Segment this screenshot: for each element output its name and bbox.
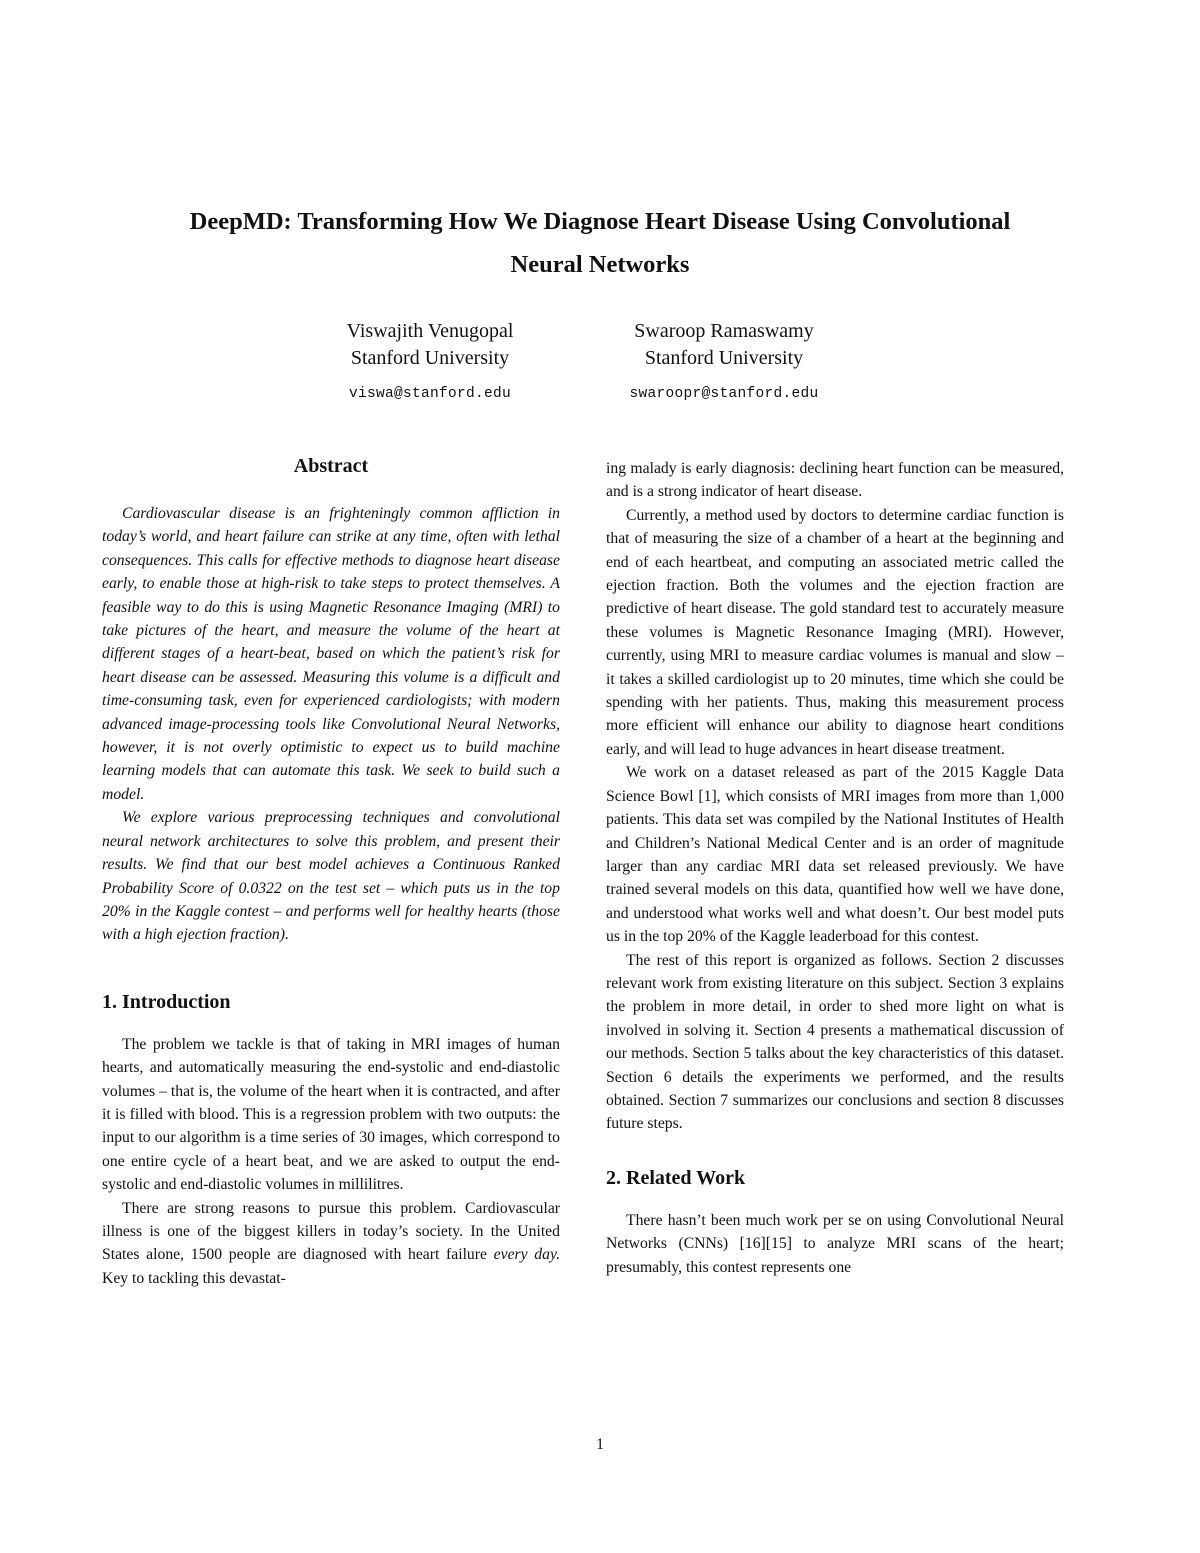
intro-paragraph-4: We work on a dataset released as part of the 2015 Kaggle Data Science Bowl [1], which consists of MRI images from more than 1,000 patients. This data set was compiled by the National Institutes of Health and Children’s National Medical Center and is an order of magnitude larger than any cardiac MRI data set released previously. We have trained several models on this data, quantified how well we have done, and understood what works well and what doesn’t. Our best model puts us in the top 20% of the Kaggle leaderboad for this contest. <box>606 764 1064 946</box>
paper-title-line-1: DeepMD: Transforming How We Diagnose Heart Disease Using Convolutional <box>189 208 1011 235</box>
intro-paragraph-1: The problem we tackle is that of taking in MRI images of human hearts, and automatically measuring the end-systolic and end-diastolic volumes – that is, the volume of the heart when it is contracted, and after it is filled with blood. This is a regression problem with two outputs: the input to our algorithm is a time series of 30 images, which correspond to one entire cycle of a heart beat, and we are asked to output the end-systolic and end-diastolic volumes in millilitres. <box>102 1035 560 1194</box>
author-name: Viswajith Venugopal <box>346 320 514 342</box>
related-work-heading: 2. Related Work <box>606 1166 746 1189</box>
right-column <box>606 457 1064 1279</box>
page-number: 1 <box>596 1436 604 1453</box>
author-email: swaroopr@stanford.edu <box>629 386 819 402</box>
author-affiliation: Stanford University <box>644 347 804 369</box>
abstract-paragraph-2: We explore various preprocessing techniques and convolutional neural network architectures to solve this problem, and present their results. We find that our best model achieves a Continuous Ranked Probability Score of 0.0322 on the test set – which puts us in the top 20% in the Kaggle contest – and performs well for healthy hearts (those with a high ejection fraction). <box>102 809 560 944</box>
related-work-paragraph-1: There hasn’t been much work per se on using Convolutional Neural Networks (CNNs) [16][15] to analyze MRI scans of the heart; presumably, this contest represents one <box>606 1211 1064 1276</box>
author-block-1 <box>270 318 590 408</box>
intro-paragraph-2: There are strong reasons to pursue this problem. Cardiovascular illness is one of the biggest killers in today’s society. In the United States alone, 1500 people are diagnosed with heart failure every day. Key to tackling this devastat- <box>102 1199 560 1287</box>
intro-paragraph-2-continued: ing malady is early diagnosis: declining heart function can be measured, and is a strong indicator of heart disease. <box>606 460 1064 501</box>
left-column <box>102 450 560 1290</box>
abstract-paragraph-1: Cardiovascular disease is an frighteningly common affliction in today’s world, and heart failure can strike at any time, often with lethal consequences. This calls for effective methods to diagnose heart disease early, to enable those at high-risk to take steps to protect themselves. A feasible way to do this is using Magnetic Resonance Imaging (MRI) to take pictures of the heart, and measure the volume of the heart at different stages of a heart-beat, based on which the patient’s risk for heart disease can be assessed. Measuring this volume is a difficult and time-consuming task, even for experienced cardiologists; with modern advanced image-processing tools like Convolutional Neural Networks, however, it is not overly optimistic to expect us to build machine learning models that can automate this task. We seek to build such a model. <box>102 505 560 803</box>
author-email: viswa@stanford.edu <box>348 386 512 402</box>
author-block-2 <box>564 318 884 408</box>
paper-title <box>90 200 1110 286</box>
intro-paragraph-3: Currently, a method used by doctors to determine cardiac function is that of measuring the size of a chamber of a heart at the beginning and end of each heartbeat, and computing an associated metric called the ejection fraction. Both the volumes and the ejection fraction are predictive of heart disease. The gold standard test to accurately measure these volumes is Magnetic Resonance Imaging (MRI). However, currently, using MRI to measure cardiac volumes is manual and slow – it takes a skilled cardiologist up to 20 minutes, time which she could be spending with her patients. Thus, making this measurement process more efficient will enhance our ability to diagnose heart conditions early, and will lead to huge advances in heart disease treatment. <box>606 506 1064 758</box>
emphasis: every day. <box>493 1246 560 1264</box>
abstract-heading: Abstract <box>293 455 369 477</box>
author-affiliation: Stanford University <box>350 347 510 369</box>
intro-paragraph-5: The rest of this report is organized as follows. Section 2 discusses relevant work from existing literature on this subject. Section 3 explains the problem in more detail, in order to shed more light on what is involved in solving it. Section 4 presents a mathematical discussion of our methods. Section 5 talks about the key characteristics of this dataset. Section 6 details the experiments we performed, and the results obtained. Section 7 summarizes our conclusions and section 8 discusses future steps. <box>606 951 1064 1133</box>
author-name: Swaroop Ramaswamy <box>634 320 814 342</box>
introduction-heading: 1. Introduction <box>102 990 231 1013</box>
paper-title-line-2: Neural Networks <box>510 251 690 278</box>
